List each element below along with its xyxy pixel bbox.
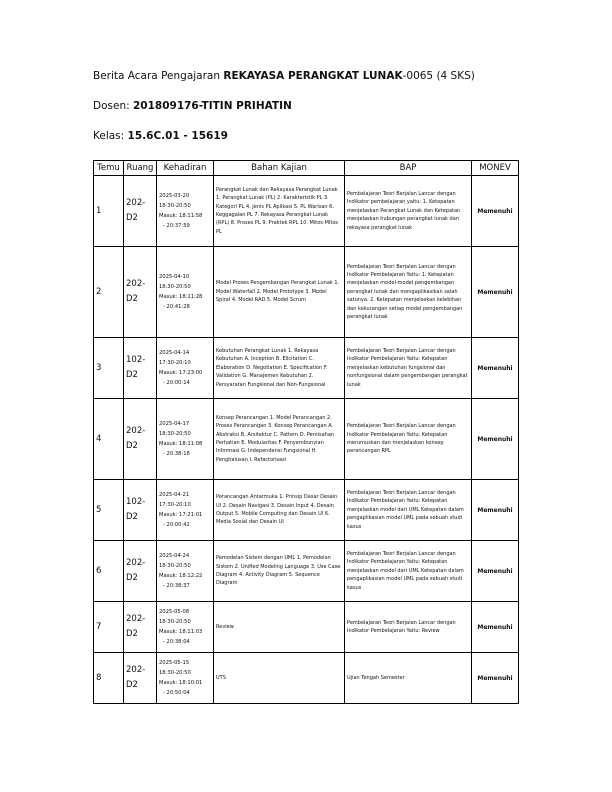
ruang-cell — [124, 338, 157, 399]
masuk-text: Masuk: 17:21:01 — [159, 512, 203, 518]
bahan-kajian-cell: Model Proses Pengembangan Perangkat Lunak 1. Model Waterfall 2. Model Prototype 3. Model Spiral 4. Model RAD 5. Model Scrum — [214, 247, 345, 338]
bahan-kajian-cell: Konsep Perancangan 1. Model Perancangan 2. Proses Perancangan 3. Konsep Perancangan A. Abstraksi B. Arsitektur C. Pattern D. Pemisahan Perhatian E. Modularitas F. Penyembunyian Informasi G. Independensi Fungsional H. Penghalusan I. Refactorisasi — [214, 399, 345, 480]
header-ruang: Ruang — [124, 161, 157, 176]
ruang-line: 102- — [126, 497, 146, 507]
ruang-line: D2 — [126, 213, 138, 223]
keluar-text: - 20:50:04 — [163, 690, 190, 696]
bahan-kajian-cell: UTS — [214, 653, 345, 704]
table-row — [94, 602, 519, 653]
attendance-table — [93, 160, 519, 704]
ruang-line: 202- — [126, 614, 146, 624]
masuk-text: Masuk: 17:23:00 — [159, 370, 203, 376]
keluar-text: - 20:38:04 — [163, 639, 190, 645]
time-text: 18:30-20:50 — [159, 619, 191, 625]
time-text: 17:30-20:10 — [159, 360, 191, 366]
kelas-label: Kelas: — [93, 130, 128, 142]
temu-cell: 8 — [94, 653, 124, 704]
masuk-text: Masuk: 18:10:01 — [159, 680, 203, 686]
bap-cell: Pembelajaran Teori Berjalan Lancar dengan Indikator Pembelajaran Yaitu: Ketepatan menjelaskan model dari UML Ketepatan dalam pengaplikasian model UML pada sebuah studi kasus — [345, 480, 472, 541]
temu-cell: 6 — [94, 541, 124, 602]
bahan-kajian-cell: Kebutuhan Perangkat Lunak 1. Rekayasa Kebutuhan A. Inception B. Elicitation C. Elaboration D. Negotiation E. Specification F. Validation G. Manajemen Kebutuhan 2. Persyaratan Fungsional dan Non-Fungsional — [214, 338, 345, 399]
temu-cell: 3 — [94, 338, 124, 399]
masuk-text: Masuk: 18:11:08 — [159, 441, 203, 447]
table-row — [94, 653, 519, 704]
time-text: 18:30-20:50 — [159, 284, 191, 290]
time-text: 17:30-20:10 — [159, 502, 191, 508]
date-text: 2025-04-17 — [159, 421, 190, 427]
ruang-cell — [124, 176, 157, 247]
table-row — [94, 480, 519, 541]
header-bap: BAP — [345, 161, 472, 176]
masuk-text: Masuk: 18:11:58 — [159, 213, 203, 219]
ruang-line: D2 — [126, 629, 138, 639]
time-text: 18:30-20:50 — [159, 431, 191, 437]
temu-cell: 2 — [94, 247, 124, 338]
bahan-kajian-cell: Perangkat Lunak dan Rekayasa Perangkat Lunak 1. Perangkat Lunak (PL) 2. Karakteristik PL 3. Kategori PL 4. Jenis PL Aplikasi 5. PL Warisan 6. Keggagalan PL 7. Rekayasa Perangkat Lunak (RPL) 8. Proses PL 9. Praktek RPL 10. Mitos-Mitos PL — [214, 176, 345, 247]
table-row — [94, 247, 519, 338]
ruang-line: D2 — [126, 573, 138, 583]
kehadiran-cell — [157, 176, 214, 247]
masuk-text: Masuk: 18:12:22 — [159, 573, 203, 579]
keluar-text: - 20:37:59 — [163, 223, 190, 229]
course-code: -0065 (4 SKS) — [402, 70, 475, 82]
dosen-label: Dosen: — [93, 100, 133, 112]
keluar-text: - 20:41:28 — [163, 304, 190, 310]
keluar-text: - 20:00:14 — [163, 380, 190, 386]
ruang-line: 202- — [126, 426, 146, 436]
bap-cell: Ujian Tengah Semester — [345, 653, 472, 704]
kehadiran-cell — [157, 480, 214, 541]
lecturer-line — [93, 100, 292, 112]
bap-cell: Pembelajaran Teori Berjalan Lancar dengan Indikator Pembelajaran Yaitu: 1. Ketepatan menjelaskan model-model pengembangan perangkat lunak dan mengaplikasikan salah satunya. 2. Ketepatan menjelaskan kelebihan dan kekurangan setiap model pengembangan perangkat lunak — [345, 247, 472, 338]
bahan-kajian-cell: Pemodelan Sistem dengan UML 1. Pemodelan Sistem 2. Unified Modeling Language 3. Use Case Diagram 4. Activity Diagram 5. Sequence Diagram — [214, 541, 345, 602]
kehadiran-cell — [157, 338, 214, 399]
title-prefix: Berita Acara Pengajaran — [93, 70, 224, 82]
ruang-cell — [124, 480, 157, 541]
ruang-line: D2 — [126, 680, 138, 690]
bap-cell: Pembelajaran Teori Berjalan Lancar dengan Indikator pembelajaran yaitu: 1. Ketepatan menjelaskan Perangkat Lunak dan Ketepatan menjelaskan hubungan perangkat lunak dan rekayasa perangkat lunak — [345, 176, 472, 247]
ruang-line: 202- — [126, 279, 146, 289]
ruang-line: 202- — [126, 198, 146, 208]
kehadiran-cell — [157, 653, 214, 704]
ruang-cell — [124, 541, 157, 602]
ruang-cell — [124, 653, 157, 704]
monev-cell: Memenuhi — [472, 602, 519, 653]
bap-cell: Pembelajaran Teori Berjalan Lancar dengan Indikator Pembelajaran Yaitu: Ketepatan menjelaskan kebutuhan fungsional dan nonfungsional dalam pengembangan perangkat lunak — [345, 338, 472, 399]
ruang-line: 102- — [126, 355, 146, 365]
header-temu: Temu — [94, 161, 124, 176]
temu-cell: 7 — [94, 602, 124, 653]
keluar-text: - 20:38:18 — [163, 451, 190, 457]
ruang-line: D2 — [126, 294, 138, 304]
ruang-cell — [124, 602, 157, 653]
table-header-row — [94, 161, 519, 176]
temu-cell: 5 — [94, 480, 124, 541]
temu-cell: 4 — [94, 399, 124, 480]
monev-cell: Memenuhi — [472, 176, 519, 247]
keluar-text: - 20:38:37 — [163, 583, 190, 589]
temu-cell: 1 — [94, 176, 124, 247]
table-row — [94, 338, 519, 399]
table-row — [94, 541, 519, 602]
kelas-value: 15.6C.01 - 15619 — [127, 130, 228, 142]
date-text: 2025-04-21 — [159, 492, 190, 498]
ruang-line: 202- — [126, 665, 146, 675]
kehadiran-cell — [157, 247, 214, 338]
header-monev: MONEV — [472, 161, 519, 176]
masuk-text: Masuk: 18:11:28 — [159, 294, 203, 300]
time-text: 18:30-20:50 — [159, 203, 191, 209]
monev-cell: Memenuhi — [472, 480, 519, 541]
time-text: 18:30-20:50 — [159, 670, 191, 676]
date-text: 2025-04-10 — [159, 274, 190, 280]
date-text: 2025-03-20 — [159, 193, 190, 199]
dosen-value: 201809176-TITIN PRIHATIN — [132, 100, 292, 112]
ruang-cell — [124, 399, 157, 480]
monev-cell: Memenuhi — [472, 541, 519, 602]
ruang-cell — [124, 247, 157, 338]
class-line — [93, 130, 228, 142]
bap-cell: Pembelajaran Teori Berjalan Lancar dengan Indikator Pembelajaran Yaitu: Ketepatan menjelaskan model dari UML Ketepatan dalam pengaplikasian model UML pada sebuah studi kasus — [345, 541, 472, 602]
ruang-line: D2 — [126, 512, 138, 522]
date-text: 2025-04-14 — [159, 350, 190, 356]
masuk-text: Masuk: 18:11:03 — [159, 629, 203, 635]
bahan-kajian-cell: Review — [214, 602, 345, 653]
date-text: 2025-04-24 — [159, 553, 190, 559]
ruang-line: 202- — [126, 558, 146, 568]
course-name: REKAYASA PERANGKAT LUNAK — [223, 70, 403, 82]
monev-cell: Memenuhi — [472, 247, 519, 338]
bap-cell: Pembelajaran Teori Berjalan Lancar dengan Indikator Pembelajaran Yaitu: Ketepatan merumuskan dan menjelaskan konsep perancangan RPL — [345, 399, 472, 480]
header-bahan-kajian: Bahan Kajian — [214, 161, 345, 176]
date-text: 2025-05-15 — [159, 660, 190, 666]
monev-cell: Memenuhi — [472, 399, 519, 480]
date-text: 2025-05-08 — [159, 609, 190, 615]
ruang-line: D2 — [126, 441, 138, 451]
time-text: 18:30-20:50 — [159, 563, 191, 569]
monev-cell: Memenuhi — [472, 653, 519, 704]
kehadiran-cell — [157, 602, 214, 653]
bahan-kajian-cell: Perancangan Antarmuka 1. Prinsip Dasar Desain UI 2. Desain Navigasi 3. Desain Input 4. Desain Output 5. Mobile Computing dan Desain UI 6. Media Sosial dan Desain UI — [214, 480, 345, 541]
table-row — [94, 399, 519, 480]
document-title — [93, 70, 475, 82]
monev-cell: Memenuhi — [472, 338, 519, 399]
keluar-text: - 20:00:42 — [163, 522, 190, 528]
header-kehadiran: Kehadiran — [157, 161, 214, 176]
kehadiran-cell — [157, 541, 214, 602]
ruang-line: D2 — [126, 370, 138, 380]
bap-cell: Pembelajaran Teori Berjalan Lancar dengan Indikator Pembelajaran Yaitu: Review — [345, 602, 472, 653]
table-row — [94, 176, 519, 247]
kehadiran-cell — [157, 399, 214, 480]
